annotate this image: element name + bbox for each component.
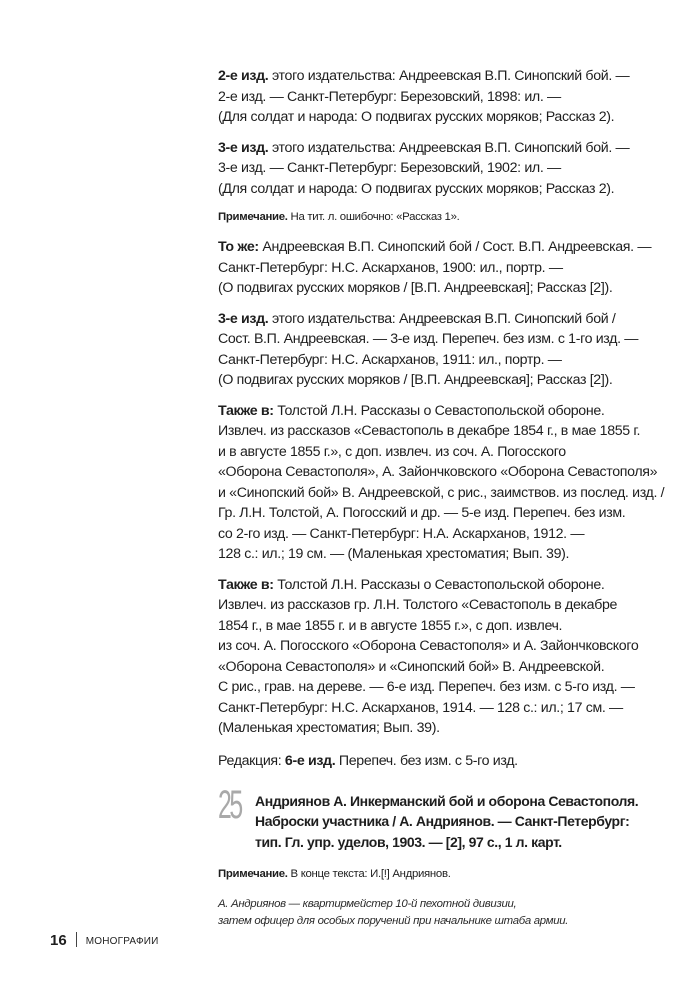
biographical-note	[218, 896, 638, 930]
page-footer	[50, 932, 159, 950]
note	[218, 209, 638, 225]
featured-note	[218, 866, 638, 882]
entry-line: со 2-го изд. — Санкт-Петербург: Н.А. Аскарханов, 1912. —	[218, 525, 585, 542]
entry-line: этого издательства: Андреевская В.П. Синопский бой /	[271, 310, 616, 327]
note-text: В конце текста: И.[!] Андриянов.	[290, 868, 451, 880]
entry-line: Извлеч. из рассказов «Севастополь в декабре 1854 г., в мае 1855 г.	[218, 423, 641, 439]
entry-line: Андреевская В.П. Синопский бой / Сост. В.П. Андреевская. —	[262, 239, 652, 255]
section-name: МОНОГРАФИИ	[85, 936, 159, 947]
entry-line: Извлеч. из рассказов гр. Л.Н. Толстого «Севастополь в декабре	[218, 597, 618, 613]
entry-line: (Для солдат и народа: О подвигах русских моряков; Рассказ 2).	[218, 109, 615, 125]
featured-line: тип. Гл. упр. уделов, 1903. — [2], 97 с., 1 л. карт.	[255, 833, 562, 850]
entry-line: 128 с.: ил.; 19 см. — (Маленькая хрестоматия; Вып. 39).	[218, 546, 570, 562]
bibliographic-entry	[218, 138, 638, 200]
bibliographic-entry	[218, 309, 638, 391]
entry-lead: 3-е изд.	[218, 310, 269, 327]
entry-lead: 2-е изд.	[218, 68, 269, 84]
redaction-label: Редакция:	[218, 752, 282, 769]
entry-line: и в августе 1855 г.», с доп. извлеч. из соч. А. Погосского	[218, 443, 566, 460]
bibliographic-entry	[218, 575, 638, 739]
bibliographic-entry	[218, 237, 652, 299]
entry-lead: Также в:	[218, 402, 274, 419]
footer-divider	[76, 932, 77, 947]
redaction-lead: 6-е изд.	[284, 752, 336, 769]
italic-line: затем офицер для особых поручений при начальнике штаба армии.	[218, 915, 569, 927]
featured-line: Андриянов А. Инкерманский бой и оборона Севастополя.	[255, 792, 639, 809]
redaction-text: Перепеч. без изм. с 5-го изд.	[338, 752, 518, 769]
entry-line: Санкт-Петербург: Н.С. Аскарханов, 1900: ил., портр. —	[218, 259, 563, 276]
entry-line: «Оборона Севастополя», А. Зайончковского «Оборона Севастополя»	[218, 464, 658, 480]
entry-number: 25	[218, 782, 241, 827]
entry-line: Санкт-Петербург: Н.С. Аскарханов, 1914. — 128 с.: ил.; 17 см. —	[218, 699, 623, 716]
redaction-line	[218, 751, 638, 771]
entry-line: С рис., грав. на дереве. — 6-е изд. Перепеч. без изм. с 5-го изд. —	[218, 679, 635, 695]
entry-line: Сост. В.П. Андреевская. — 3-е изд. Перепеч. без изм. с 1-го изд. —	[218, 331, 639, 347]
page-content	[218, 66, 665, 930]
entry-line: из соч. А. Погосского «Оборона Севастополя» и А. Зайончковского	[218, 638, 639, 654]
entry-line: 1854 г., в мае 1855 г. и в августе 1855 г.», с доп. извлеч.	[218, 617, 563, 634]
entry-line: Толстой Л.Н. Рассказы о Севастопольской обороне.	[277, 576, 605, 593]
entry-line: Санкт-Петербург: Н.С. Аскарханов, 1911: ил., портр. —	[218, 351, 562, 368]
entry-lead: То же:	[218, 239, 259, 255]
featured-title	[255, 791, 638, 853]
italic-line: А. Андриянов — квартирмейстер 10-й пехотной дивизии,	[218, 898, 517, 910]
entry-line: (О подвигах русских моряков / [В.П. Андреевская]; Рассказ [2]).	[218, 280, 613, 296]
entry-line: (Маленькая хрестоматия; Вып. 39).	[218, 720, 440, 736]
entry-line: и «Синопский бой» В. Андреевской, с рис., заимствов. из послед. изд. /	[218, 484, 665, 501]
entry-line: этого издательства: Андреевская В.П. Синопский бой. —	[271, 68, 630, 84]
note-text: На тит. л. ошибочно: «Рассказ 1».	[290, 211, 460, 223]
featured-entry	[218, 782, 639, 853]
entry-line: 2-е изд. — Санкт-Петербург: Березовский, 1898: ил. —	[218, 88, 561, 105]
page-number: 16	[50, 932, 67, 949]
entry-line: (О подвигах русских моряков / [В.П. Андреевская]; Рассказ [2]).	[218, 372, 613, 388]
entry-line: Толстой Л.Н. Рассказы о Севастопольской обороне.	[277, 402, 605, 419]
entry-line: 3-е изд. — Санкт-Петербург: Березовский, 1902: ил. —	[218, 160, 561, 176]
entry-line: «Оборона Севастополя» и «Синопский бой» В. Андреевской.	[218, 658, 605, 675]
entry-line: этого издательства: Андреевская В.П. Синопский бой. —	[271, 139, 630, 156]
note-label: Примечание.	[218, 868, 288, 880]
bibliographic-entry	[218, 401, 665, 565]
entry-line: Гр. Л.Н. Толстой, А. Погосский и др. — 5-е изд. Перепеч. без изм.	[218, 505, 626, 521]
featured-line: Наброски участника / А. Андриянов. — Санкт-Петербург:	[255, 813, 630, 829]
note-label: Примечание.	[218, 211, 288, 223]
entry-lead: Также в:	[218, 576, 274, 593]
bibliographic-entry	[218, 66, 638, 128]
entry-lead: 3-е изд.	[218, 139, 269, 156]
entry-line: (Для солдат и народа: О подвигах русских моряков; Рассказ 2).	[218, 180, 615, 197]
